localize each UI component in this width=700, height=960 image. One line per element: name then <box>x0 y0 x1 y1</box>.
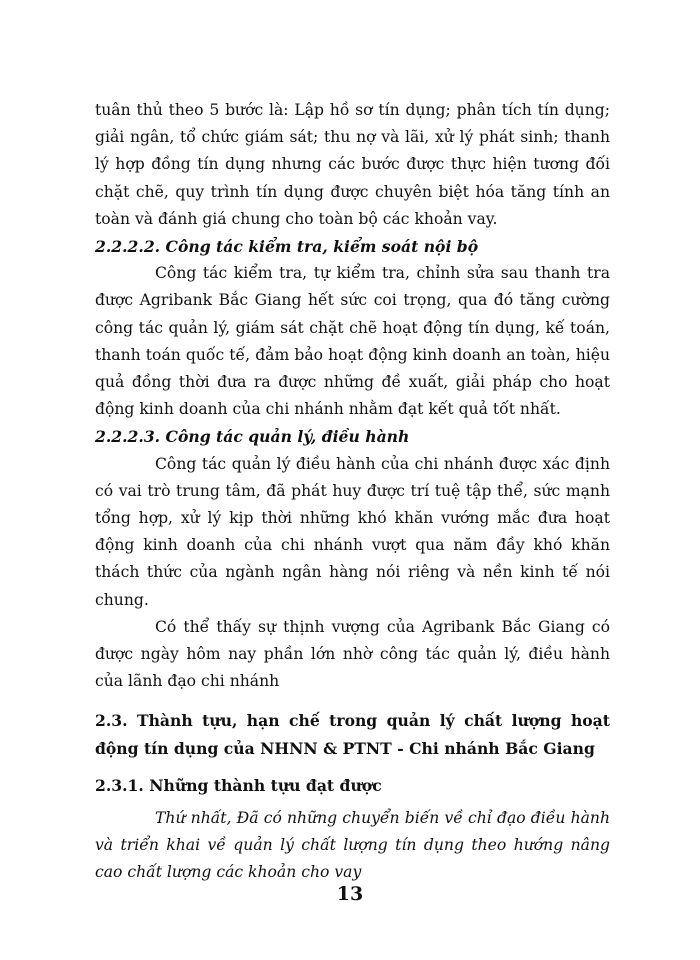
heading-2-3: 2.3. Thành tựu, hạn chế trong quản lý chất lượng hoạt động tín dụng của NHNN & PTNT - Chi nhánh Bắc Giang <box>95 711 610 758</box>
paragraph-first-achievement: Thứ nhất, Đã có những chuyển biến về chỉ đạo điều hành và triển khai về quản lý chất lượng tín dụng theo hướng nâng cao chất lượng các khoản cho vay <box>95 809 610 882</box>
paragraph-internal-control: Công tác kiểm tra, tự kiểm tra, chỉnh sửa sau thanh tra được Agribank Bắc Giang hết sức coi trọng, qua đó tăng cường công tác quản lý, giám sát chặt chẽ hoạt động tín dụng, kế toán, thanh toán quốc tế, đảm bảo hoạt động kinh doanh an toàn, hiệu quả đồng thời đưa ra được những đề xuất, giải pháp cho hoạt động kinh doanh của chi nhánh nhằm đạt kết quả tốt nhất. <box>95 264 610 419</box>
body-text <box>95 97 610 887</box>
heading-2-2-2-3: 2.2.2.3. Công tác quản lý, điều hành <box>95 427 410 447</box>
page-number: 13 <box>336 883 364 905</box>
paragraph-credit-process: tuân thủ theo 5 bước là: Lập hồ sơ tín dụng; phân tích tín dụng; giải ngân, tổ chức giám sát; thu nợ và lãi, xử lý phát sinh; thanh lý hợp đồng tín dụng nhưng các bước được thực hiện tương đối chặt chẽ, quy trình tín dụng được chuyên biệt hóa tăng tính an toàn và đánh giá chung cho toàn bộ các khoản vay. <box>95 101 610 228</box>
paragraph-management: Công tác quản lý điều hành của chi nhánh được xác định có vai trò trung tâm, đã phát huy được trí tuệ tập thể, sức mạnh tổng hợp, xử lý kịp thời những khó khăn vướng mắc đưa hoạt động kinh doanh của chi nhánh vượt qua năm đầy khó khăn thách thức của ngành ngân hàng nói riêng và nền kinh tế nói chung. <box>95 454 610 609</box>
paragraph-prosperity: Có thể thấy sự thịnh vượng của Agribank Bắc Giang có được ngày hôm nay phần lớn nhờ công tác quản lý, điều hành của lãnh đạo chi nhánh <box>95 617 610 691</box>
heading-2-3-1: 2.3.1. Những thành tựu đạt được <box>95 775 382 795</box>
heading-2-2-2-2: 2.2.2.2. Công tác kiểm tra, kiểm soát nội bộ <box>95 237 479 257</box>
